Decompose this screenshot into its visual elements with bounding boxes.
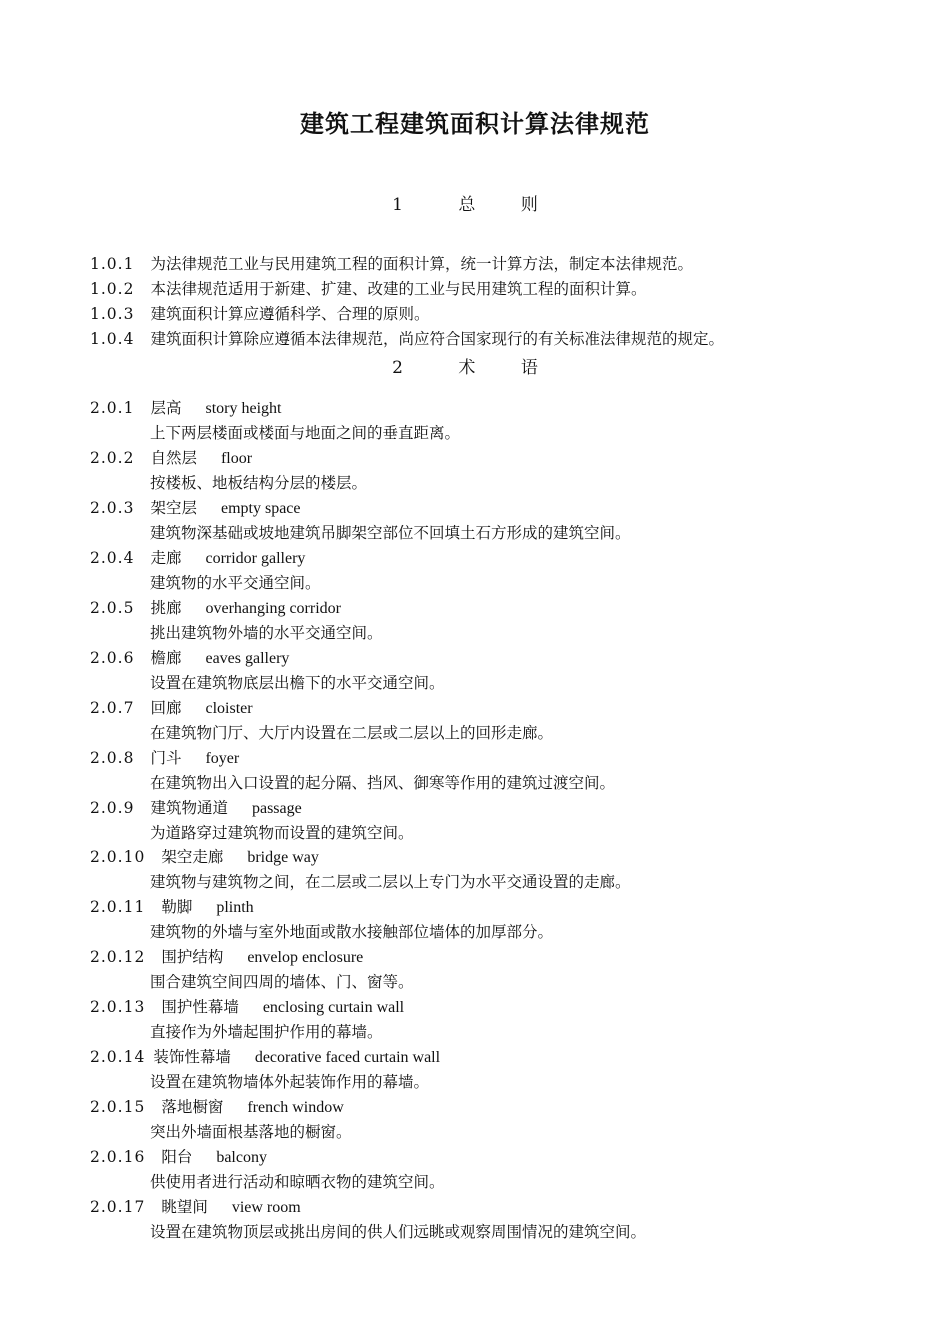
term-chinese: 眺望间 <box>161 1198 208 1216</box>
term-row <box>90 1096 344 1119</box>
term-english: envelop enclosure <box>247 949 364 966</box>
term-english: balcony <box>216 1149 267 1166</box>
term-number: 2.0.7 <box>90 699 135 717</box>
term-definition: 围合建筑空间四周的墙体、门、窗等。 <box>150 973 414 991</box>
term-definition: 直接作为外墙起围护作用的幕墙。 <box>150 1023 383 1041</box>
section-2-heading <box>0 353 950 378</box>
term-number: 2.0.6 <box>90 649 135 667</box>
term-row <box>90 1196 301 1219</box>
section-1-number: 1 <box>392 195 403 215</box>
term-number: 2.0.1 <box>90 399 135 417</box>
term-number: 2.0.12 <box>90 948 146 966</box>
term-row <box>90 647 289 670</box>
term-number: 2.0.4 <box>90 549 135 567</box>
section-1-heading <box>0 190 950 215</box>
term-chinese: 自然层 <box>150 449 197 467</box>
term-definition: 挑出建筑物外墙的水平交通空间。 <box>150 624 383 642</box>
term-english: passage <box>251 800 302 817</box>
section-2-number: 2 <box>392 358 403 378</box>
term-row <box>90 797 302 820</box>
term-definition: 建筑物与建筑物之间，在二层或二层以上专门为水平交通设置的走廊。 <box>150 873 631 891</box>
term-english: floor <box>220 450 253 467</box>
term-definition: 在建筑物门厅、大厅内设置在二层或二层以上的回形走廊。 <box>150 724 554 742</box>
term-chinese: 围护结构 <box>161 948 224 966</box>
term-row <box>90 1046 440 1069</box>
term-row <box>90 397 281 420</box>
clause-number: 1.0.2 <box>90 280 135 298</box>
term-row <box>90 747 239 770</box>
term-english: empty space <box>220 500 301 517</box>
term-english: decorative faced curtain wall <box>254 1049 441 1066</box>
term-number: 2.0.2 <box>90 449 135 467</box>
term-number: 2.0.10 <box>90 848 146 866</box>
term-number: 2.0.3 <box>90 499 135 517</box>
term-chinese: 架空层 <box>150 499 197 517</box>
term-chinese: 挑廊 <box>150 599 182 617</box>
clause-row <box>90 253 693 275</box>
term-english: french window <box>247 1099 344 1116</box>
term-english: eaves gallery <box>205 650 290 667</box>
section-2-heading-char: 语 <box>520 358 538 378</box>
term-chinese: 檐廊 <box>150 649 182 667</box>
term-number: 2.0.8 <box>90 749 135 767</box>
term-english: cloister <box>205 700 253 717</box>
term-definition: 建筑物深基础或坡地建筑吊脚架空部位不回填土石方形成的建筑空间。 <box>150 524 631 542</box>
clause-number: 1.0.1 <box>90 255 135 273</box>
term-chinese: 回廊 <box>150 699 182 717</box>
term-number: 2.0.11 <box>90 898 146 916</box>
term-english: bridge way <box>247 849 319 866</box>
term-definition: 按楼板、地板结构分层的楼层。 <box>150 474 368 492</box>
term-definition: 上下两层楼面或楼面与地面之间的垂直距离。 <box>150 424 461 442</box>
section-2-heading-char: 术 <box>458 358 476 378</box>
term-row <box>90 946 363 969</box>
clause-number: 1.0.3 <box>90 305 135 323</box>
term-chinese: 阳台 <box>161 1148 193 1166</box>
term-definition: 供使用者进行活动和晾晒衣物的建筑空间。 <box>150 1173 445 1191</box>
section-1-heading-char: 总 <box>458 195 476 215</box>
term-row <box>90 547 305 570</box>
clause-text: 建筑面积计算除应遵循本法律规范，尚应符合国家现行的有关标准法律规范的规定。 <box>150 330 724 348</box>
term-number: 2.0.16 <box>90 1148 146 1166</box>
term-number: 2.0.14 <box>90 1048 146 1066</box>
term-number: 2.0.9 <box>90 799 135 817</box>
term-chinese: 勒脚 <box>161 898 193 916</box>
term-definition: 建筑物的水平交通空间。 <box>150 574 321 592</box>
clause-number: 1.0.4 <box>90 330 135 348</box>
term-chinese: 装饰性幕墙 <box>153 1048 231 1066</box>
clause-row <box>90 303 429 325</box>
term-english: overhanging corridor <box>205 600 341 617</box>
term-definition: 设置在建筑物墙体外起装饰作用的幕墙。 <box>150 1073 430 1091</box>
document-title: 建筑工程建筑面积计算法律规范 <box>300 110 650 138</box>
term-definition: 建筑物的外墙与室外地面或散水接触部位墙体的加厚部分。 <box>150 923 554 941</box>
clause-row <box>90 328 724 350</box>
term-row <box>90 597 341 620</box>
term-definition: 突出外墙面根基落地的橱窗。 <box>150 1123 352 1141</box>
term-row <box>90 447 252 470</box>
term-chinese: 层高 <box>150 399 182 417</box>
term-number: 2.0.15 <box>90 1098 146 1116</box>
term-row <box>90 497 301 520</box>
term-chinese: 门斗 <box>150 749 182 767</box>
term-definition: 为道路穿过建筑物而设置的建筑空间。 <box>150 824 414 842</box>
term-row <box>90 996 404 1019</box>
term-chinese: 落地橱窗 <box>161 1098 224 1116</box>
clause-row <box>90 278 646 300</box>
term-chinese: 围护性幕墙 <box>161 998 239 1016</box>
term-row <box>90 846 319 869</box>
term-row <box>90 896 254 919</box>
term-english: plinth <box>216 899 254 916</box>
term-definition: 设置在建筑物顶层或挑出房间的供人们远眺或观察周围情况的建筑空间。 <box>150 1223 647 1241</box>
term-number: 2.0.5 <box>90 599 135 617</box>
term-row <box>90 1146 267 1169</box>
term-english: view room <box>231 1199 301 1216</box>
term-chinese: 建筑物通道 <box>150 799 228 817</box>
term-number: 2.0.17 <box>90 1198 146 1216</box>
term-english: story height <box>205 400 282 417</box>
term-english: corridor gallery <box>205 550 306 567</box>
term-number: 2.0.13 <box>90 998 146 1016</box>
clause-text: 本法律规范适用于新建、扩建、改建的工业与民用建筑工程的面积计算。 <box>150 280 647 298</box>
term-chinese: 架空走廊 <box>161 848 224 866</box>
term-definition: 设置在建筑物底层出檐下的水平交通空间。 <box>150 674 445 692</box>
section-1-heading-char: 则 <box>520 195 538 215</box>
term-row <box>90 697 253 720</box>
term-english: enclosing curtain wall <box>262 999 405 1016</box>
term-chinese: 走廊 <box>150 549 182 567</box>
term-english: foyer <box>205 750 240 767</box>
clause-text: 为法律规范工业与民用建筑工程的面积计算，统一计算方法，制定本法律规范。 <box>150 255 693 273</box>
term-definition: 在建筑物出入口设置的起分隔、挡风、御寒等作用的建筑过渡空间。 <box>150 774 616 792</box>
clause-text: 建筑面积计算应遵循科学、合理的原则。 <box>150 305 430 323</box>
